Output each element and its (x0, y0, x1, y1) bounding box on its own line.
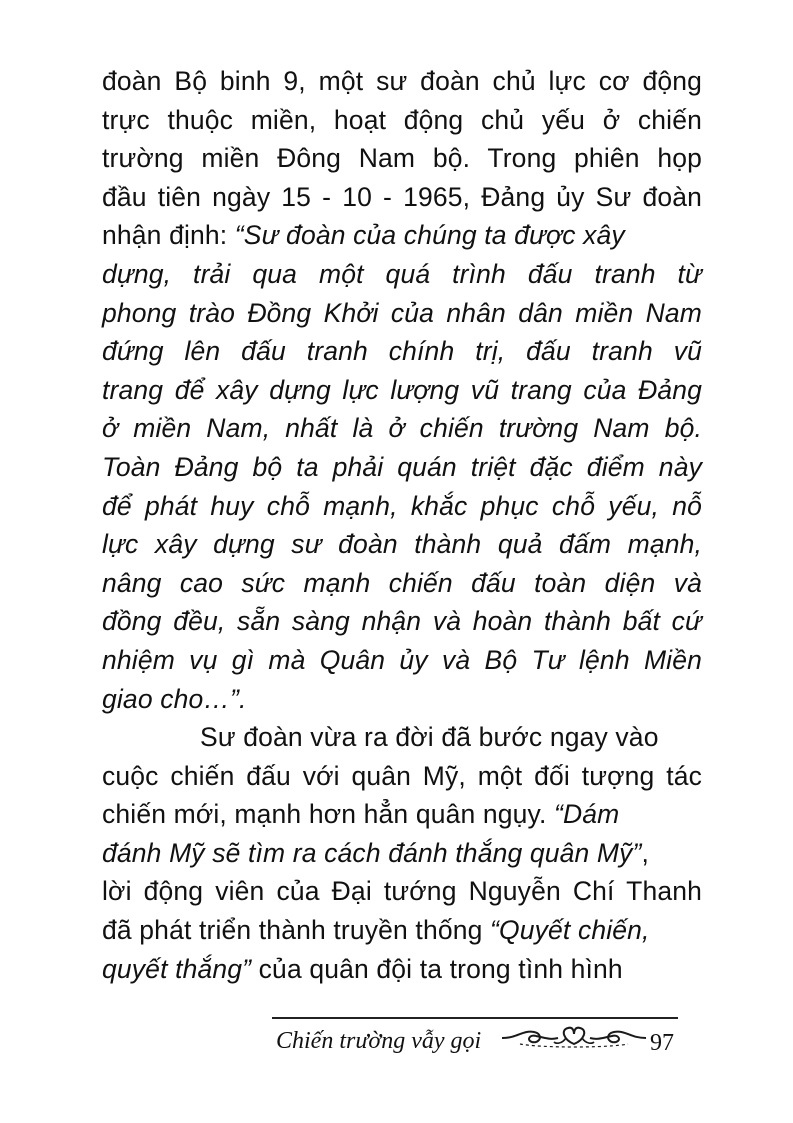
quote-line: trang để xây dựng lực lượng vũ trang của Đảng (102, 374, 702, 405)
text-line-mixed (102, 216, 702, 255)
body-text (102, 62, 702, 988)
text-line: đoàn Bộ binh 9, một sư đoàn chủ lực cơ động (102, 66, 702, 96)
text-line: trường miền Đông Nam bộ. Trong phiên họp (102, 143, 702, 174)
text-line-mixed (102, 834, 702, 873)
page-number: 97 (650, 1030, 674, 1056)
quote-line: ở miền Nam, nhất là ở chiến trường Nam bộ. (102, 413, 702, 444)
quote-run: “Sư đoàn của chúng ta được xây (234, 220, 625, 251)
decorative-swirl-icon (500, 1022, 648, 1052)
text-run: đã phát triển thành truyền thống (102, 915, 491, 946)
text-line: trực thuộc miền, hoạt động chủ yếu ở chiến (102, 104, 702, 135)
quote-line: để phát huy chỗ mạnh, khắc phục chỗ yếu, nỗ (102, 490, 702, 521)
running-footer-title: Chiến trường vẫy gọi (276, 1028, 482, 1054)
quote-line: dựng, trải qua một quá trình đấu tranh từ (102, 258, 702, 289)
paragraph-start-line: Sư đoàn vừa ra đời đã bước ngay vào (200, 722, 659, 753)
text-line: đầu tiên ngày 15 - 10 - 1965, Đảng ủy Sư đoàn (102, 181, 702, 212)
text-run: của quân đội ta trong tình hình (251, 953, 623, 984)
quote-line: nâng cao sức mạnh chiến đấu toàn diện và (102, 567, 702, 598)
text-line-mixed (102, 911, 702, 950)
quote-run: quyết thắng” (102, 953, 252, 984)
quote-line: Toàn Đảng bộ ta phải quán triệt đặc điểm này (102, 451, 702, 482)
footer-rule (272, 1017, 678, 1019)
text-run: chiến mới, mạnh hơn hẳn quân ngụy. (102, 799, 555, 830)
text-run: nhận định: (102, 220, 235, 251)
quote-line: phong trào Đồng Khởi của nhân dân miền Nam (102, 297, 702, 328)
text-line-mixed (102, 950, 702, 989)
quote-run: “Dám (554, 799, 620, 830)
quote-run: “Quyết chiến, (490, 915, 650, 946)
quote-line: đồng đều, sẵn sàng nhận và hoàn thành bất cứ (102, 606, 702, 637)
quote-line: lực xây dựng sư đoàn thành quả đấm mạnh, (102, 529, 702, 560)
quote-run: đánh Mỹ sẽ tìm ra cách đánh thắng quân Mỹ” (102, 837, 642, 868)
text-line: cuộc chiến đấu với quân Mỹ, một đối tượng tác (102, 760, 702, 791)
text-line-mixed (102, 795, 702, 834)
quote-line: nhiệm vụ gì mà Quân ủy và Bộ Tư lệnh Miền (102, 644, 702, 675)
text-run: , (641, 837, 650, 868)
quote-line: giao cho…”. (102, 683, 247, 714)
text-line: lời động viên của Đại tướng Nguyễn Chí Thanh (102, 876, 702, 907)
quote-line: đứng lên đấu tranh chính trị, đấu tranh vũ (102, 336, 702, 367)
